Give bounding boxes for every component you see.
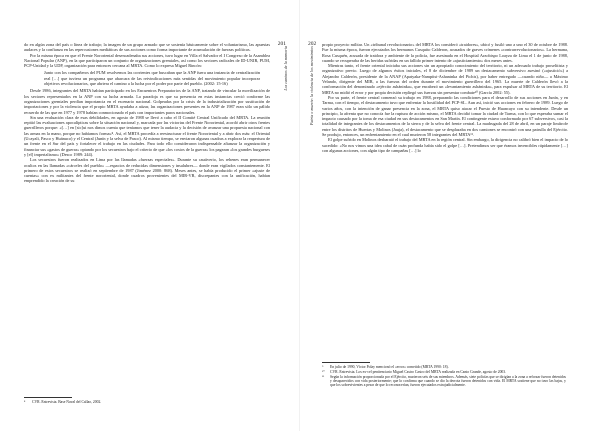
paragraph: propio proyecto militar. Un «tribunal revolucionario» del MRTA los consideró «traidores», ubicó y fusiló uno a uno el 30 de octubre de 1988. Fue la misma época, fueron ejecutados los hermanos Cusquito Calderon, acusados de graves crímenes «contrarrevolucionarios». La hermana, Rosa Cusquén, acusada de traidora y ambiente de la policía, fue asesinada en el Hospital Arzobispo Loayza de Lima el 1 de junio de 1988, cuando se recuperaba de las heridas sufridas en un fallido primer intento de «ajusticiamiento» dos meses antes.	[322, 42, 568, 63]
footnote-mark: ⁸	[24, 400, 26, 404]
page-number: 201	[277, 41, 286, 47]
paragraph: El golpe sufrido en Molinos desbarató el trabajo del MRTA en la región central. Sin embargo, la dirigencia no calibró bien el impacto de lo sucedido: «No nos vimos una idea cabal de cuán profunda había sido el golpe […]. Pretendimos ser que éramos invencibles rápidamente […] con algunas acciones, con algún tipo de campañas […] lo	[322, 137, 568, 153]
footnote-rule	[24, 397, 72, 398]
footnotes	[322, 365, 566, 388]
paragraph: Los secuestros fueron realizados en Lima por las llamadas «fuerzas especiales». Durante su cautiverio, los rehenes eran permanecer ocultos en las llamadas «cárceles del pueblo» —espacios de reducidas dimensiones y insalubres— donde eran vigilados constantemente. El primero de estos secuestros se realizó en septiembre de 1987 (Jiménez 2000: 868). Meses antes, se había producido el primer «ajuste de cuentas» con ex militantes del frente nororiental, donde cuadros provenientes del MIR-VR, discrepantes con la unificación, habían emprendido la creación de su	[24, 157, 270, 184]
running-head: Patria o muerte: la violencia de los movimientos	[310, 46, 314, 125]
footnote	[322, 375, 566, 388]
footnotes	[24, 400, 268, 405]
paragraph: Mientras tanto, el frente oriental iniciaba sus acciones sin un apropiado conocimiento del territorio, ni un adecuado trabajo proselitista y organizativo previo. Luego de algunos éxitos iniciales, el 8 de diciembre de 1989 un destacamento subversivo asesinó («ajustició») a Alejandro Calderón, presidente de la ANAP (Apatyaka-Nampitsi-Ashaninka del Pichis), por haber entregado —cuando niño— a Máximo Velando, dirigente del MIR, a las fuerzas del orden durante el movimiento guerrillero del 1965. La muerte de Calderón llevó a la conformación del denominado «ejército asháninka», que encabezó un «levantamiento asháninka», para expulsar al MRTA de su territorio. El MRTA no midió el error y por propia decisión repliegó sus fuerzas sin presentar combate¹⁰ (García 2002: 55).	[322, 63, 568, 95]
footnote	[322, 365, 566, 369]
footnote-text: Según la información proporcionada por el Ejército, murieron seis de sus miembros. Además, siete policías que se dirigían a la zona a reforzar fueron detenidos y desaparecidos con vida posteriormente; que lo confirma que cuando se dio la derrota fueron detenidos con vida. El MRTA sostiene que no tuvo las bajas, y que los sobrevivientes a pesar de que lo reconocerían, fueron ejecutados extrajudicialmente.	[330, 374, 566, 388]
paragraph: Por su parte, el frente central comenzó su trabajo en 1988, preparando las condiciones para el desarrollo de sus acciones en Junín, y en Tarma, con el tiempo, el destacamento tuvo que enfrentar la hostilidad del PCP-SL. Aun así, inició sus acciones en febrero de 1989. Luego de varios años, con la intención de ganar presencia en la zona, el MRTA quiso atacar el Puesto de Huancayo con su intendente. Desde un principio, la afrenta que no conocía fue la ruptura de acción mismo, el MRTA decidió tomar la ciudad de Tarma, con lo que esperaba sumar el impacto causado por la toma de esa ciudad en sus destacamentos en San Martín. El contingente estuvo conformado por 67 subversivos, casi la totalidad de integrantes de los destacamentos de la sierra y de la selva del frente central. La madrugada del 28 de abril, en un paraje limítrofe entre los distritos de Huertas y Molinos (Jauja), el destacamento que se desplazaba en dos camiones se encontró con una patrulla del Ejército. Se produjo, entonces, un enfrentamiento en el cual murieron 58 integrantes del MRTA¹¹.	[322, 94, 568, 138]
footnote-text: En julio de 1990, Víctor Polay mencionó el «error» cometido (MRTA 1990: 18).	[330, 365, 449, 369]
body-text	[322, 42, 568, 153]
block-quote: Junto con los compañeros del PUM resolvemos las corrientes que buscaban que la ANP fuera una instancia de centralización real […] que tuviera un programa que abarcara de las reivindicaciones más sentidas del movimiento popular incorporar objetivos revolucionarios, que abriera el camino a la lucha por el poder por parte del pueblo. (2002: 15-16)	[44, 70, 260, 87]
page-number: 202	[308, 41, 317, 47]
footnote-mark: ¹⁰	[322, 369, 325, 374]
body-text	[24, 42, 270, 184]
running-head: Los caminos de la memoria	[284, 46, 288, 91]
footnote-mark: ¹¹	[322, 374, 325, 379]
right-page	[300, 0, 600, 431]
paragraph: Sin una evaluación clara de esas debilidades, en agosto de 1988 se llevó a cabo el II Comité Central Unificado del MRTA. La reunión repitió las evaluaciones apocalípticas sobre la situación nacional y, marcada por las victorias del Frente Nororiental, acordó abrir otros frentes guerrilleros porque: «[…] en [sic]ui nos dimos cuenta que teníamos que tener la audacia y la decisión de avanzar una propuesta nacional con las armas en la mano, porque no habíamos forma»⁸. Así, el MRTA procedía a reestructurar el frente Nororiental y a abrir dos más: el Oriental (Ucayali, Pasco y Huánuco) y el Central (Junín y la selva de Pasco). Al mismo tiempo, se enviaron algunas cuadras a explorar la reapertura de un frente en el Sur del país y fortalecer el trabajo en las ciudades. Para todo ello consideraron indispensable afianzar la organización y financiar sus «gastos de guerra» optando por los secuestros bajo el criterio de que «los costos de la guerra» los pagaran «los grandes burgueses y [el] imperialismo» (Desco 1989: 244).	[24, 114, 270, 157]
paragraph: Por la misma época en que el Frente Nororiental desencadenaba sus acciones, tuvo lugar en Villa el Salvador el I Congreso de la Asamblea Nacional Popular (ANP), en la que participaron un conjunto de organizaciones gremiales, así como los sectores radicales de ID-UNIR, PUM, PCP-Unidad y la UDP, organización para entonces cercana al MRTA. Como lo expresa Miguel Rincón:	[24, 52, 270, 69]
paragraph: Desde 1986, integrantes del MRTA habían participado en los Encuentros Preparatorios de la ANP, tratando de vincular la movilización de los sectores representados en la ANP con su lucha armada. La paradoja es que su presencia en estas instancias creció conforme las organizaciones gremiales perdían importancia en el escenario nacional. Golpeadas por la crisis de la industrialización por sustitución de importaciones y por la violencia que el propio MRTA ayudaba a atizar, las organizaciones presentes en la ANP de 1987 eran sólo un pálido recuerdo de las que en 1977 y 1978 habían conmocionado el país con importantes paros nacionales.	[24, 88, 270, 115]
footnote	[322, 370, 566, 374]
paragraph: do en algún zona del país o línea de trabajo; la imagen de un grupo armado que se sostenía básicamente sobre el voluntarismo, las apuestas audaces y la confianza en las repercusiones mediáticas de sus acciones como forma importante de acumulación de fuerzas políticas.	[24, 42, 270, 53]
footnote-rule	[322, 362, 370, 363]
footnote-mark: ⁹	[322, 365, 324, 369]
footnote-text: CVR. Entrevista. Base Naval del Callao, 2002.	[32, 400, 102, 404]
footnote	[24, 400, 268, 404]
footnote-text: CVR. Entrevista. Los ex-cel penitenciario Miguel Castro Castro del MRTA realizada en Canto Grande, agosto de 2003.	[330, 369, 507, 374]
